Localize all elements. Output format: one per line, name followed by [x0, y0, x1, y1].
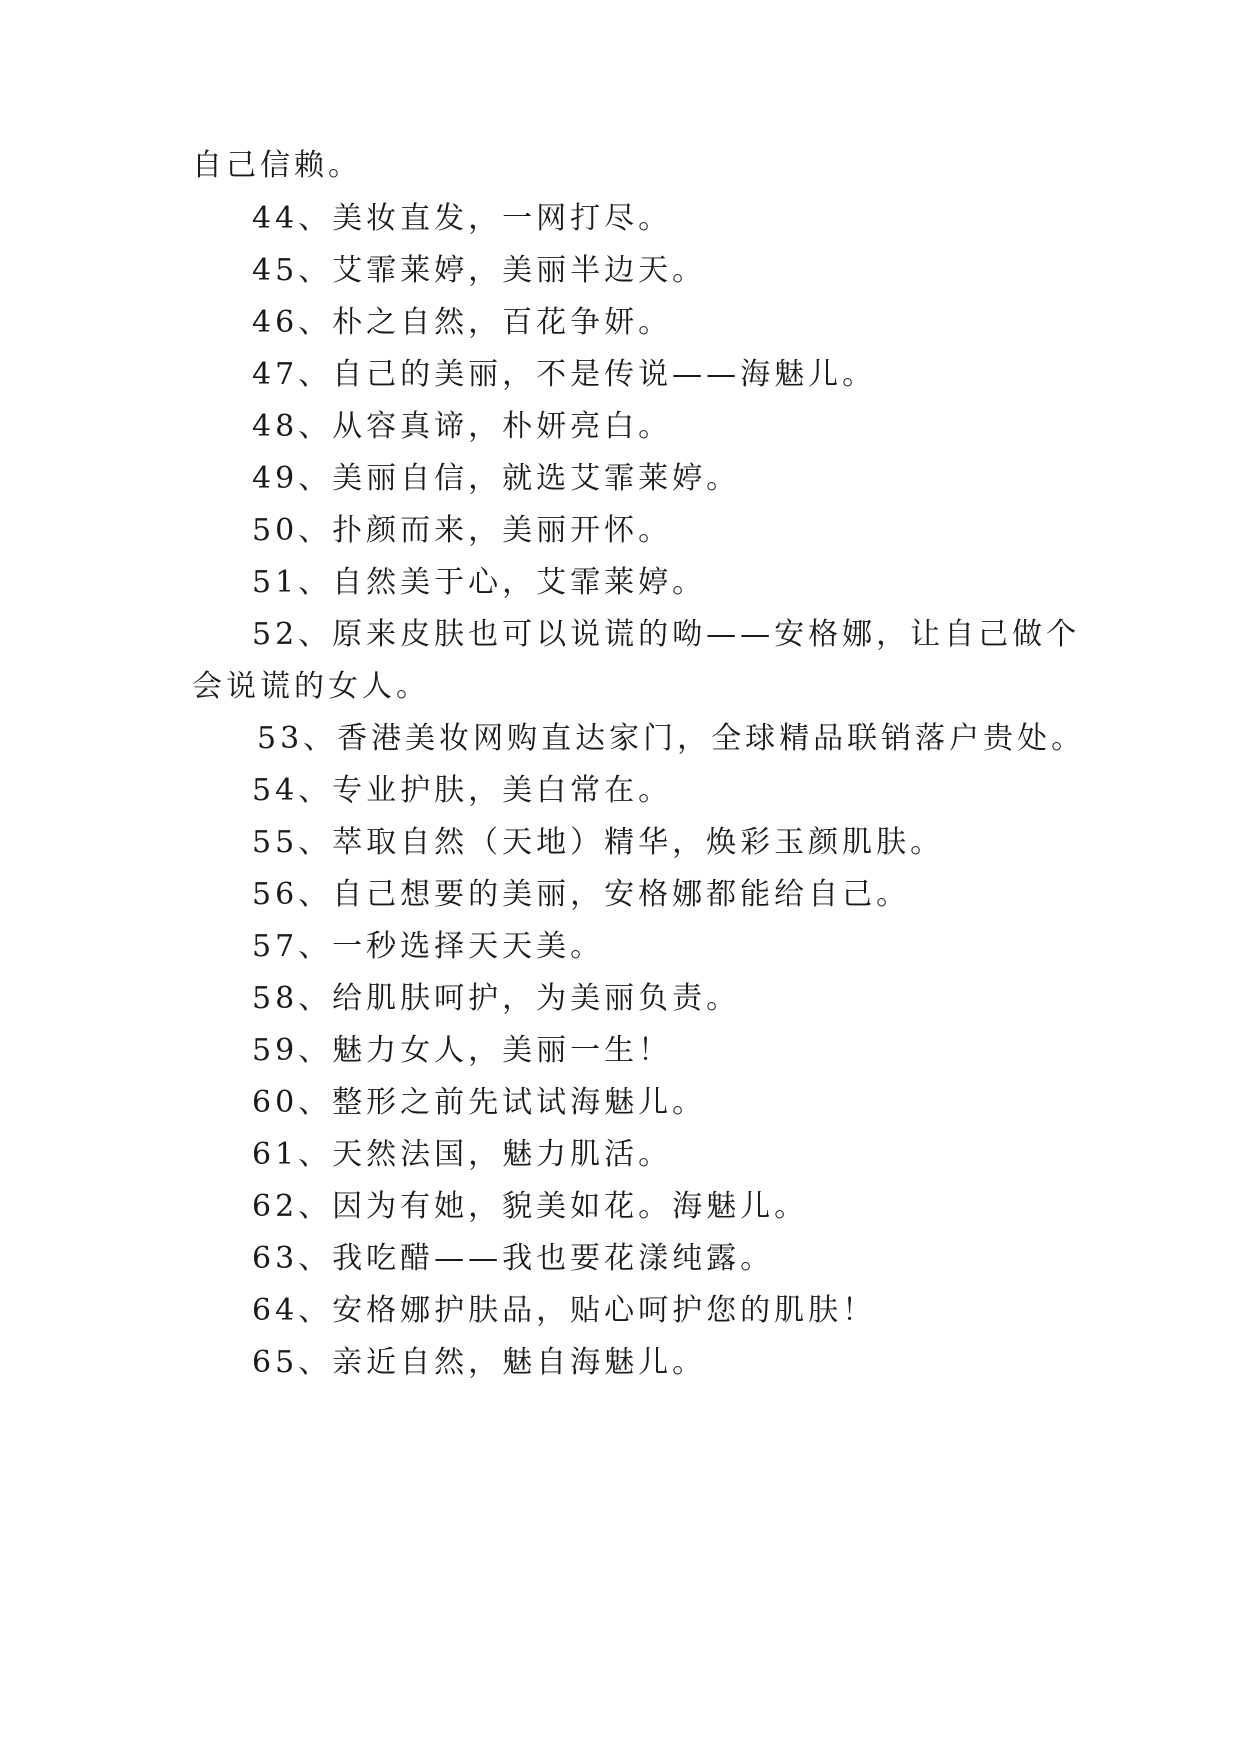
text-line: 自己信赖。: [192, 148, 362, 183]
slogan-59: 59、魅力女人，美丽一生！: [252, 1033, 673, 1068]
slogan-52: 52、原来皮肤也可以说谎的呦——安格娜，让自己做个: [252, 617, 1081, 652]
slogan-60: 60、整形之前先试试海魅儿。: [252, 1085, 707, 1120]
slogan-47: 47、自己的美丽，不是传说——海魅儿。: [252, 357, 877, 392]
slogan-61: 61、天然法国，魅力肌活。: [252, 1137, 673, 1172]
slogan-44: 44、美妆直发，一网打尽。: [252, 201, 673, 236]
slogan-53: 53、香港美妆网购直达家门，全球精品联销落户贵处。: [257, 721, 1086, 756]
slogan-63: 63、我吃醋——我也要花漾纯露。: [252, 1241, 775, 1276]
slogan-51: 51、自然美于心，艾霏莱婷。: [252, 565, 707, 600]
slogan-57: 57、一秒选择天天美。: [252, 929, 605, 964]
slogan-55: 55、萃取自然（天地）精华，焕彩玉颜肌肤。: [252, 825, 945, 860]
slogan-65: 65、亲近自然，魅自海魅儿。: [252, 1345, 707, 1380]
slogan-48: 48、从容真谛，朴妍亮白。: [252, 409, 673, 444]
slogan-64: 64、安格娜护肤品，贴心呵护您的肌肤！: [252, 1293, 877, 1328]
slogan-56: 56、自己想要的美丽，安格娜都能给自己。: [252, 877, 911, 912]
slogan-45: 45、艾霏莱婷，美丽半边天。: [252, 253, 707, 288]
slogan-50: 50、扑颜而来，美丽开怀。: [252, 513, 673, 548]
slogan-62: 62、因为有她，貌美如花。海魅儿。: [252, 1189, 809, 1224]
slogan-54: 54、专业护肤，美白常在。: [252, 773, 673, 808]
slogan-46: 46、朴之自然，百花争妍。: [252, 305, 673, 340]
slogan-52-continuation: 会说谎的女人。: [192, 669, 430, 704]
slogan-49: 49、美丽自信，就选艾霏莱婷。: [252, 461, 741, 496]
slogan-58: 58、给肌肤呵护，为美丽负责。: [252, 981, 741, 1016]
